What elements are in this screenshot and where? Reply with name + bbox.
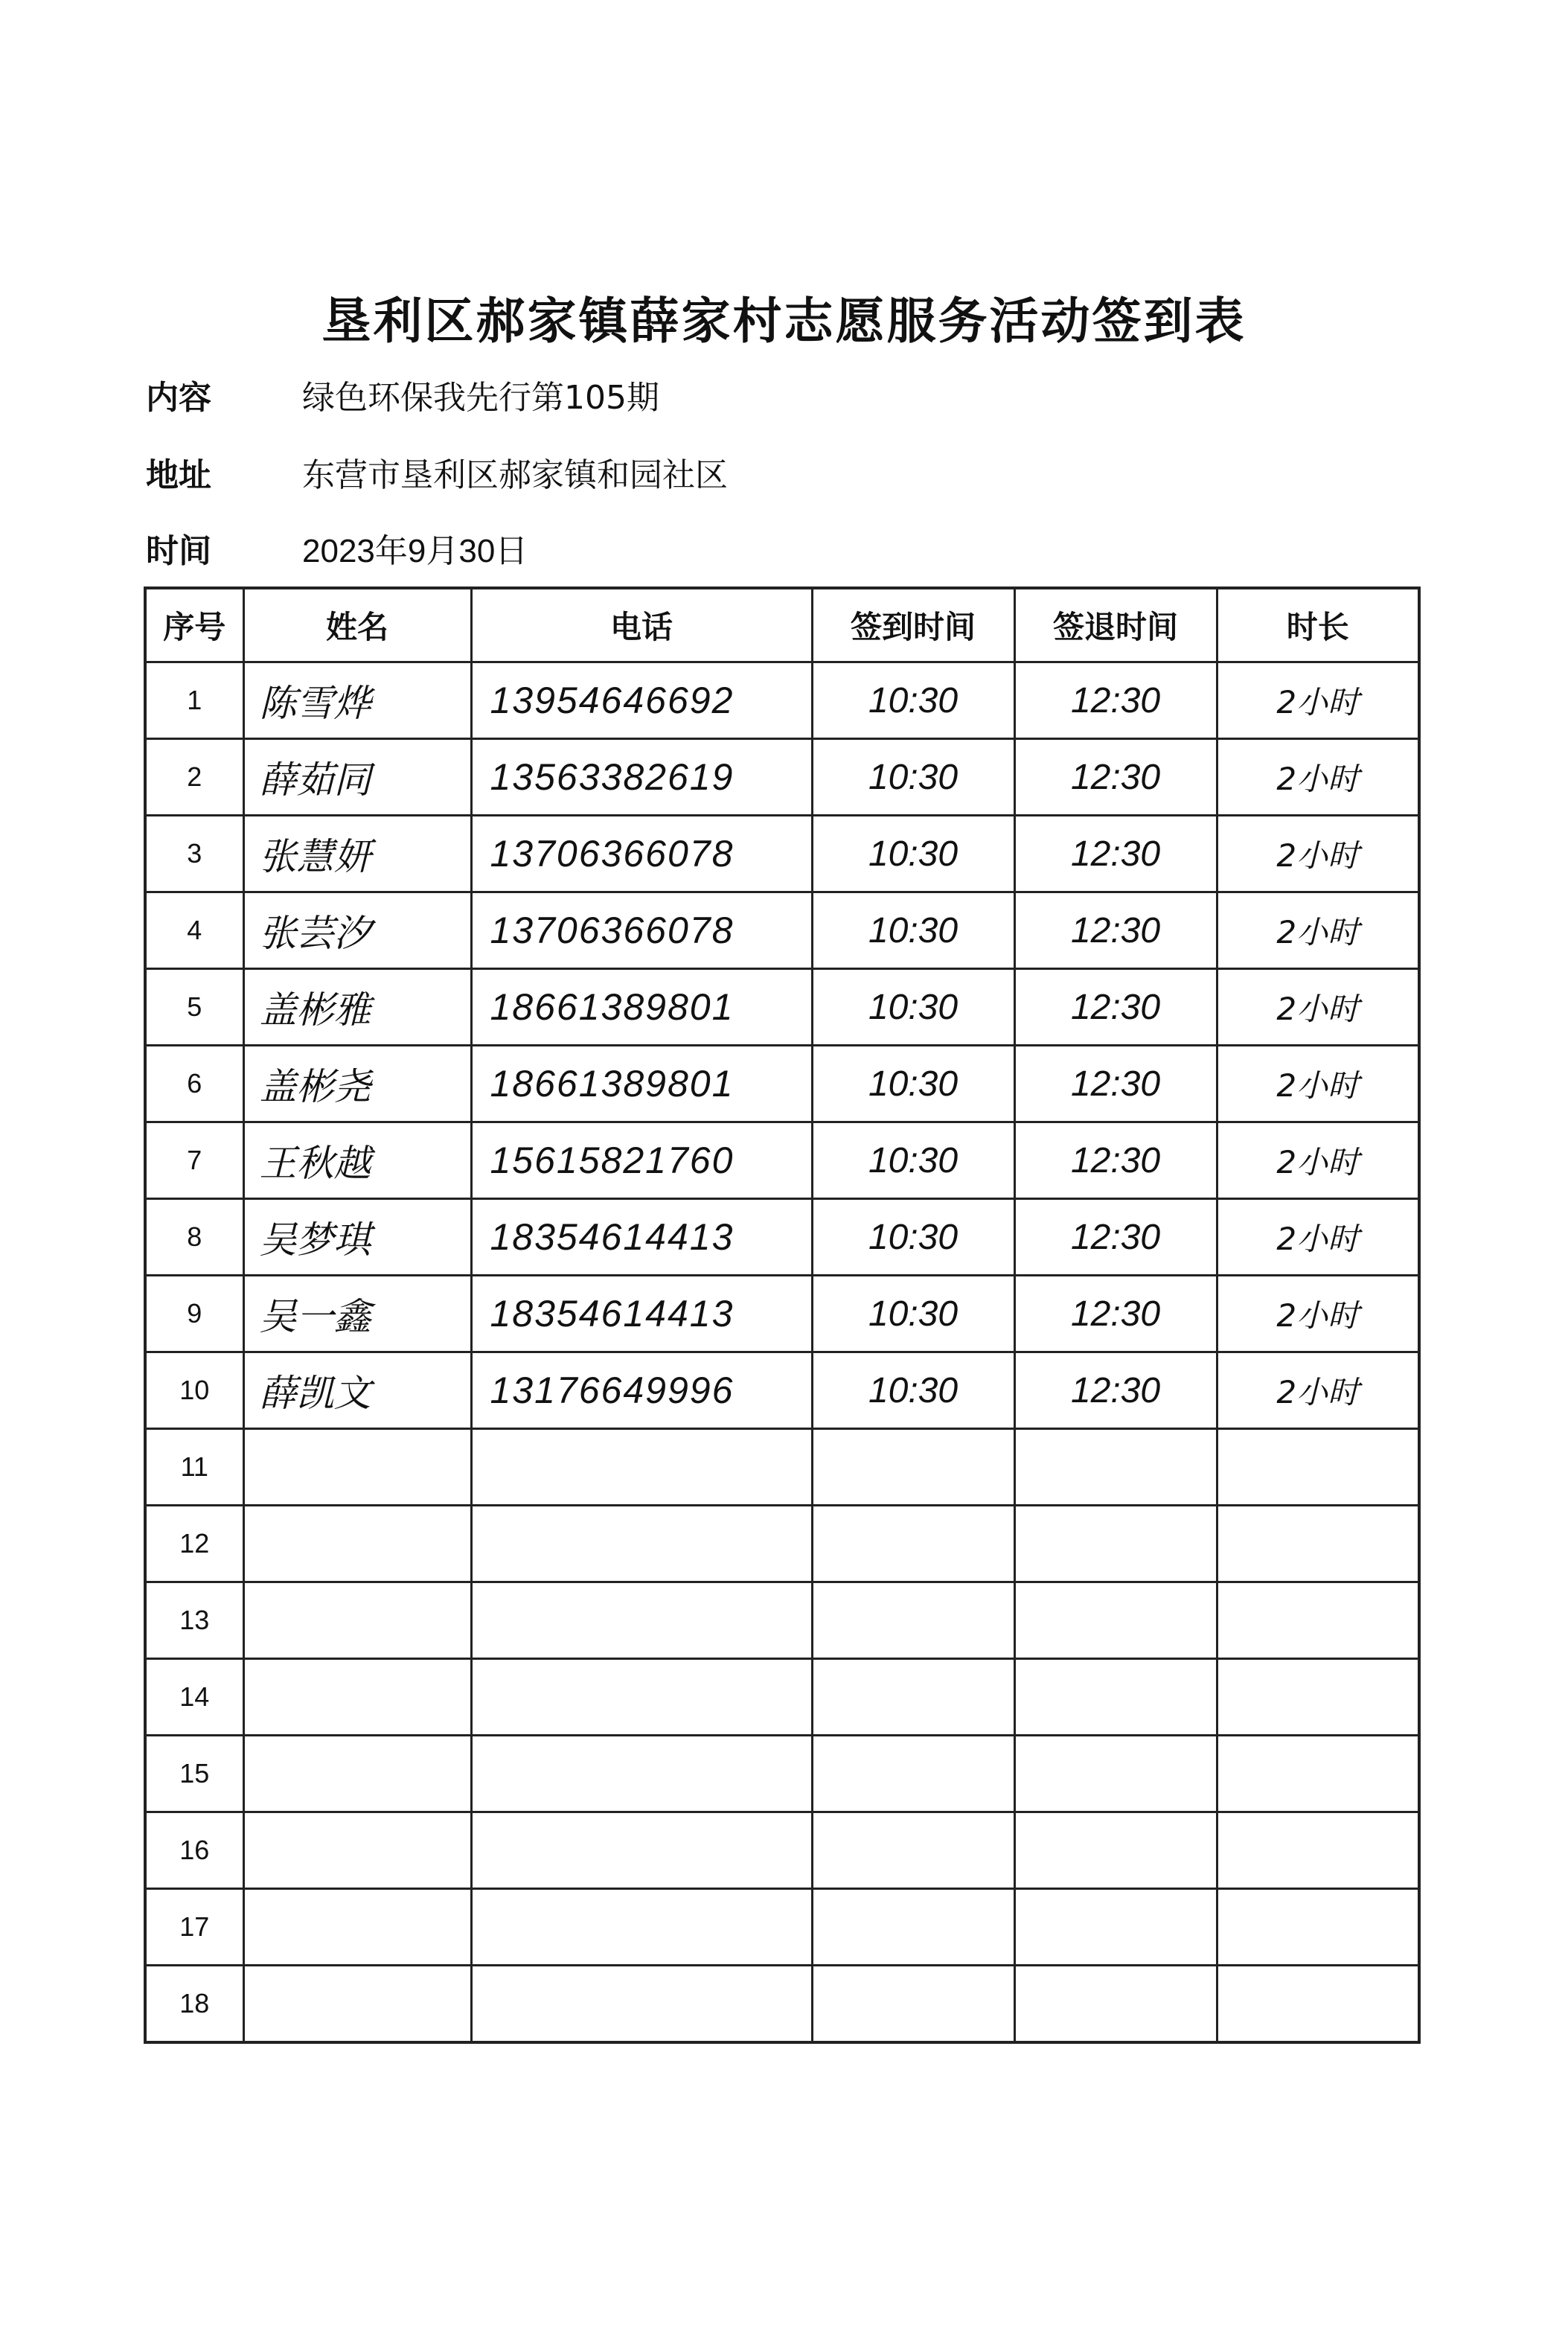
cell-index: 15	[145, 1736, 243, 1812]
cell-duration	[1217, 1429, 1419, 1506]
header-sign-in-time: 签到时间	[812, 588, 1014, 662]
cell-phone: 18661389801	[471, 1046, 812, 1122]
table-row	[145, 816, 1419, 892]
cell-phone	[471, 1812, 812, 1889]
cell-phone: 13706366078	[471, 892, 812, 969]
address-value: 东营市垦利区郝家镇和园社区	[302, 456, 728, 494]
cell-index: 13	[145, 1582, 243, 1659]
table-row	[145, 1506, 1419, 1582]
table-header-row	[145, 588, 1419, 662]
table-row	[145, 1276, 1419, 1352]
cell-sign-in-time	[812, 1582, 1014, 1659]
cell-phone	[471, 1889, 812, 1966]
cell-duration: 2小时	[1217, 1046, 1419, 1122]
time-label: 时间	[146, 532, 211, 570]
content-value: 绿色环保我先行第105期	[302, 379, 659, 417]
cell-name	[243, 1812, 471, 1889]
cell-sign-in-time	[812, 1966, 1014, 2043]
cell-duration: 2小时	[1217, 1352, 1419, 1429]
cell-sign-out-time	[1014, 1812, 1217, 1889]
cell-duration	[1217, 1966, 1419, 2043]
address-label: 地址	[146, 456, 211, 494]
header-phone: 电话	[471, 588, 812, 662]
table-row	[145, 892, 1419, 969]
cell-index: 7	[145, 1122, 243, 1199]
cell-name	[243, 1582, 471, 1659]
cell-sign-out-time	[1014, 1506, 1217, 1582]
cell-sign-out-time	[1014, 1966, 1217, 2043]
cell-index: 16	[145, 1812, 243, 1889]
cell-index: 12	[145, 1506, 243, 1582]
cell-phone: 13176649996	[471, 1352, 812, 1429]
cell-duration: 2小时	[1217, 1122, 1419, 1199]
sign-in-table	[144, 586, 1421, 2044]
cell-duration: 2小时	[1217, 892, 1419, 969]
cell-sign-in-time	[812, 1812, 1014, 1889]
cell-duration: 2小时	[1217, 1199, 1419, 1276]
cell-sign-out-time	[1014, 1429, 1217, 1506]
content-label: 内容	[146, 379, 211, 417]
cell-sign-out-time: 12:30	[1014, 739, 1217, 816]
cell-duration	[1217, 1889, 1419, 1966]
table-row	[145, 1429, 1419, 1506]
cell-sign-in-time: 10:30	[812, 892, 1014, 969]
cell-index: 5	[145, 969, 243, 1046]
cell-phone: 18354614413	[471, 1199, 812, 1276]
cell-duration: 2小时	[1217, 662, 1419, 739]
table-row	[145, 1966, 1419, 2043]
cell-name	[243, 1889, 471, 1966]
table-row	[145, 969, 1419, 1046]
cell-duration	[1217, 1812, 1419, 1889]
cell-index: 4	[145, 892, 243, 969]
cell-sign-in-time: 10:30	[812, 662, 1014, 739]
cell-name: 盖彬雅	[243, 969, 471, 1046]
cell-name: 王秋越	[243, 1122, 471, 1199]
cell-phone	[471, 1582, 812, 1659]
cell-phone	[471, 1659, 812, 1736]
cell-duration	[1217, 1582, 1419, 1659]
table-row	[145, 739, 1419, 816]
cell-name: 张慧妍	[243, 816, 471, 892]
cell-phone: 13954646692	[471, 662, 812, 739]
cell-sign-out-time: 12:30	[1014, 892, 1217, 969]
cell-index: 11	[145, 1429, 243, 1506]
cell-index: 6	[145, 1046, 243, 1122]
cell-index: 10	[145, 1352, 243, 1429]
cell-sign-in-time: 10:30	[812, 1122, 1014, 1199]
cell-sign-in-time: 10:30	[812, 1276, 1014, 1352]
time-value: 2023年9月30日	[302, 533, 528, 569]
cell-name	[243, 1429, 471, 1506]
cell-index: 9	[145, 1276, 243, 1352]
cell-duration	[1217, 1736, 1419, 1812]
cell-name: 吴一鑫	[243, 1276, 471, 1352]
table-row	[145, 1352, 1419, 1429]
table-row	[145, 1046, 1419, 1122]
cell-sign-out-time: 12:30	[1014, 1046, 1217, 1122]
cell-phone	[471, 1506, 812, 1582]
cell-sign-in-time: 10:30	[812, 739, 1014, 816]
cell-name: 陈雪烨	[243, 662, 471, 739]
cell-sign-in-time: 10:30	[812, 816, 1014, 892]
cell-sign-out-time: 12:30	[1014, 969, 1217, 1046]
cell-sign-out-time	[1014, 1889, 1217, 1966]
table-row	[145, 1812, 1419, 1889]
cell-sign-in-time	[812, 1429, 1014, 1506]
cell-phone: 13563382619	[471, 739, 812, 816]
cell-duration: 2小时	[1217, 816, 1419, 892]
table-row	[145, 1122, 1419, 1199]
header-sign-out-time: 签退时间	[1014, 588, 1217, 662]
cell-sign-in-time	[812, 1506, 1014, 1582]
cell-sign-in-time: 10:30	[812, 1199, 1014, 1276]
cell-index: 1	[145, 662, 243, 739]
cell-name	[243, 1659, 471, 1736]
cell-sign-in-time: 10:30	[812, 1046, 1014, 1122]
table-row	[145, 1582, 1419, 1659]
cell-index: 14	[145, 1659, 243, 1736]
cell-phone	[471, 1966, 812, 2043]
header-duration: 时长	[1217, 588, 1419, 662]
cell-index: 17	[145, 1889, 243, 1966]
header-name: 姓名	[243, 588, 471, 662]
table-row	[145, 1889, 1419, 1966]
cell-sign-out-time: 12:30	[1014, 1199, 1217, 1276]
cell-name	[243, 1506, 471, 1582]
table-row	[145, 1199, 1419, 1276]
cell-sign-in-time: 10:30	[812, 1352, 1014, 1429]
cell-phone: 15615821760	[471, 1122, 812, 1199]
cell-sign-in-time	[812, 1889, 1014, 1966]
cell-index: 18	[145, 1966, 243, 2043]
cell-phone: 18661389801	[471, 969, 812, 1046]
table-row	[145, 662, 1419, 739]
cell-sign-out-time	[1014, 1582, 1217, 1659]
cell-sign-out-time: 12:30	[1014, 816, 1217, 892]
cell-sign-in-time	[812, 1659, 1014, 1736]
cell-name: 吴梦琪	[243, 1199, 471, 1276]
cell-sign-out-time: 12:30	[1014, 1122, 1217, 1199]
cell-sign-in-time	[812, 1736, 1014, 1812]
cell-phone	[471, 1429, 812, 1506]
sheet-title: 垦利区郝家镇薛家村志愿服务活动签到表	[321, 293, 1247, 350]
cell-sign-in-time: 10:30	[812, 969, 1014, 1046]
cell-name	[243, 1736, 471, 1812]
cell-duration	[1217, 1506, 1419, 1582]
cell-sign-out-time: 12:30	[1014, 662, 1217, 739]
cell-index: 3	[145, 816, 243, 892]
cell-sign-out-time	[1014, 1659, 1217, 1736]
cell-duration: 2小时	[1217, 739, 1419, 816]
cell-name: 盖彬尧	[243, 1046, 471, 1122]
cell-duration: 2小时	[1217, 1276, 1419, 1352]
table-row	[145, 1659, 1419, 1736]
cell-index: 8	[145, 1199, 243, 1276]
cell-index: 2	[145, 739, 243, 816]
cell-phone: 18354614413	[471, 1276, 812, 1352]
cell-duration: 2小时	[1217, 969, 1419, 1046]
cell-name: 薛凯文	[243, 1352, 471, 1429]
header-index: 序号	[145, 588, 243, 662]
cell-sign-out-time: 12:30	[1014, 1352, 1217, 1429]
cell-duration	[1217, 1659, 1419, 1736]
cell-sign-out-time: 12:30	[1014, 1276, 1217, 1352]
cell-name: 张芸汐	[243, 892, 471, 969]
cell-phone: 13706366078	[471, 816, 812, 892]
table-row	[145, 1736, 1419, 1812]
cell-phone	[471, 1736, 812, 1812]
cell-sign-out-time	[1014, 1736, 1217, 1812]
cell-name: 薛茹同	[243, 739, 471, 816]
cell-name	[243, 1966, 471, 2043]
